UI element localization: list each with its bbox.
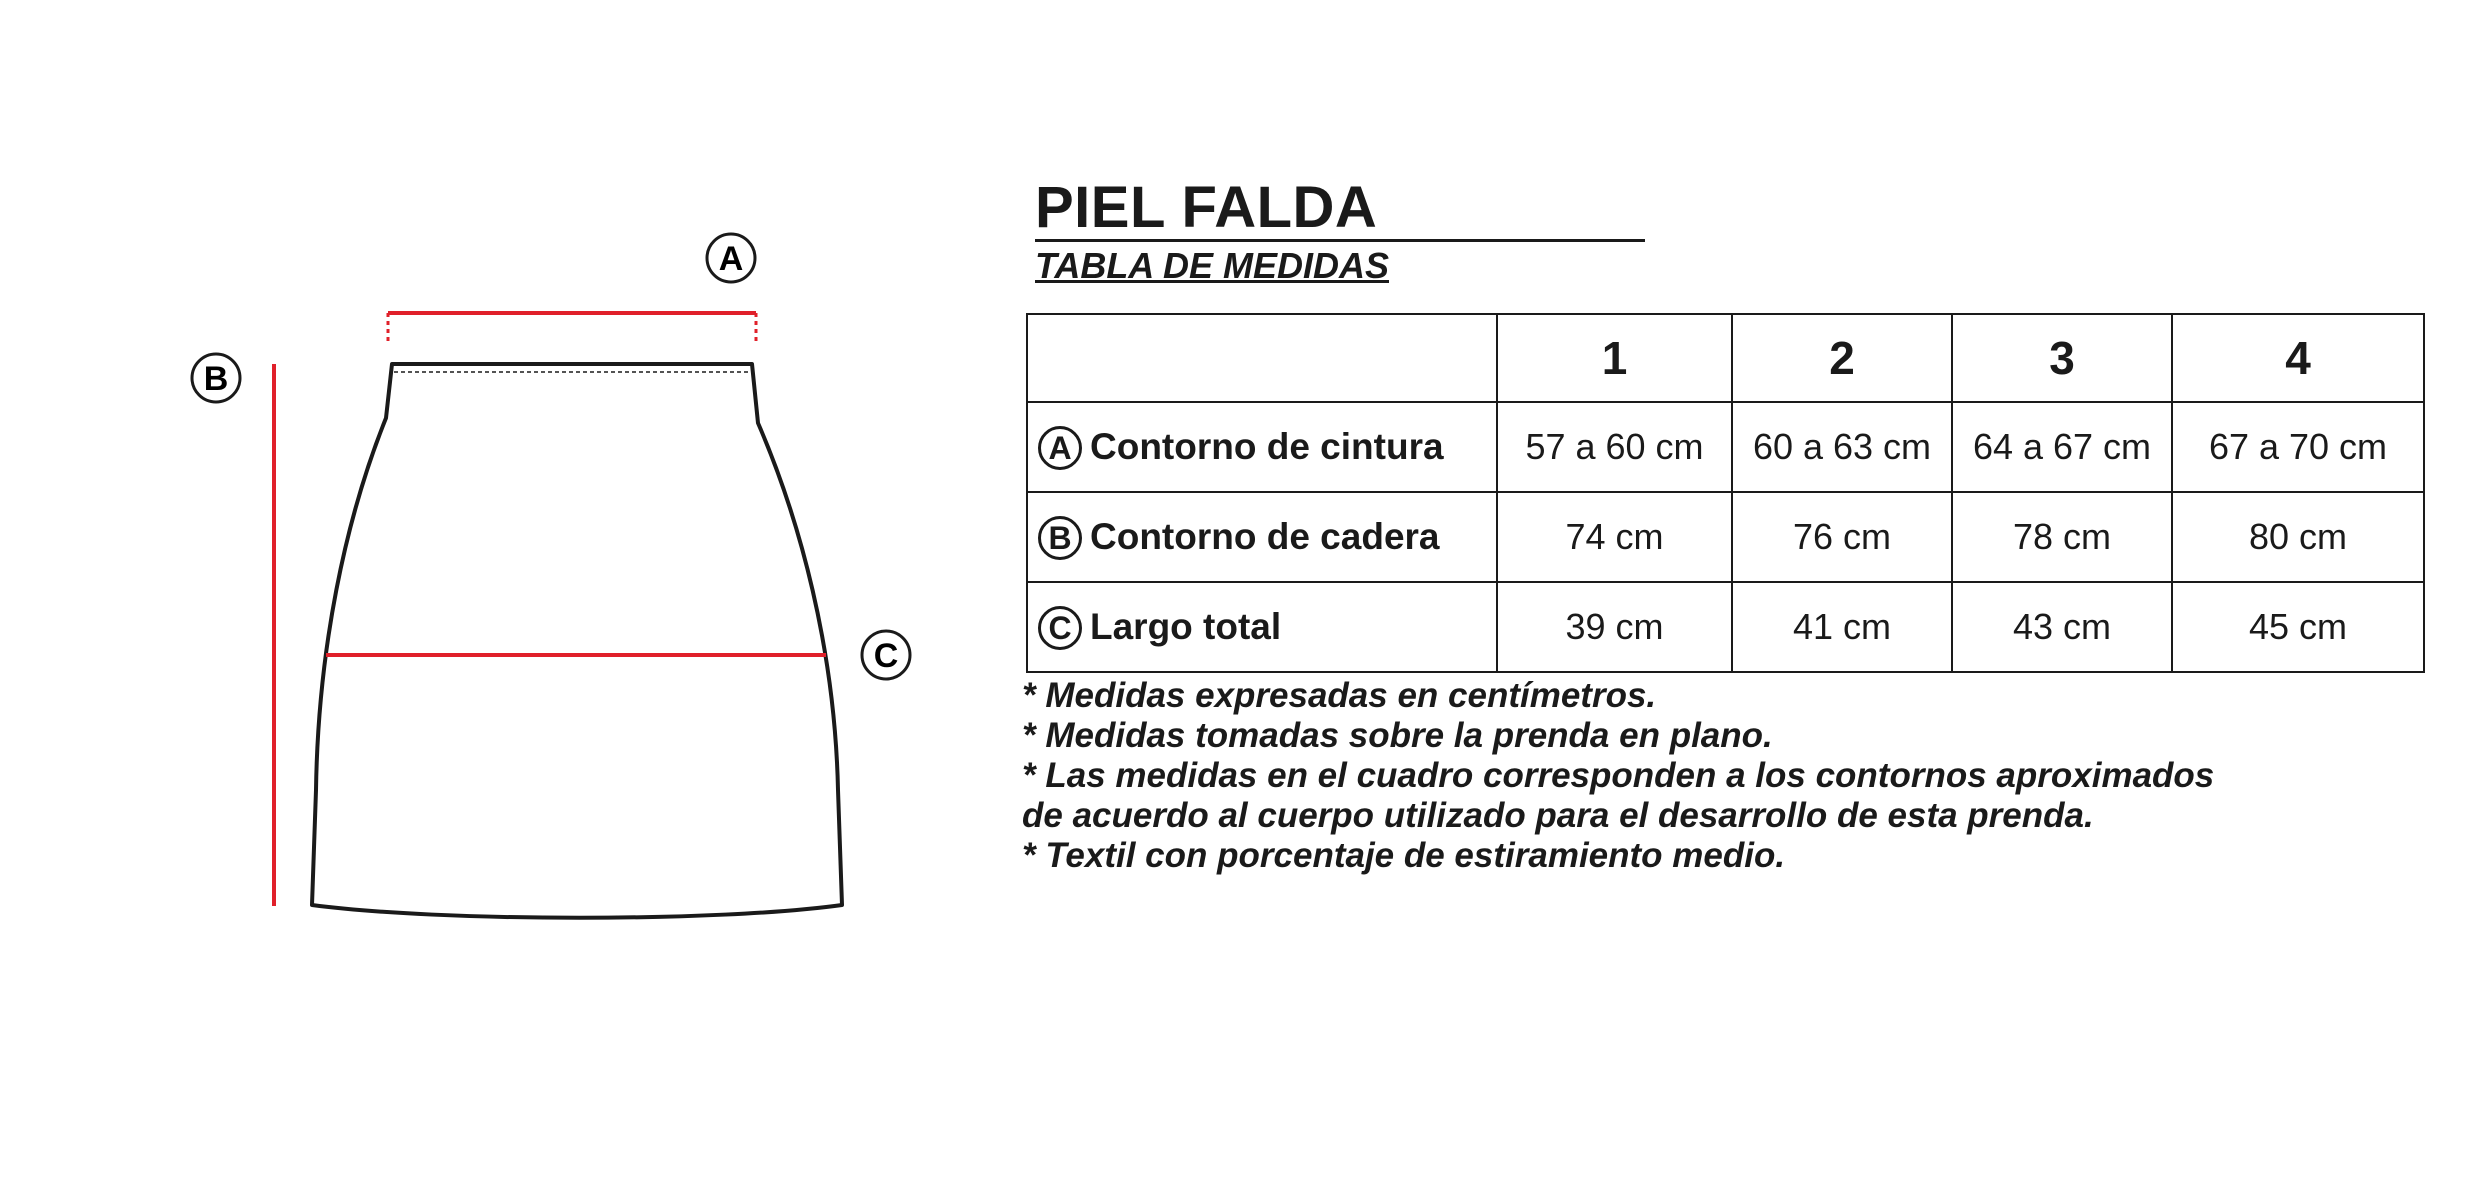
svg-text:C: C — [873, 637, 899, 675]
row-label: Contorno de cintura — [1090, 426, 1444, 468]
table-cell: 39 cm — [1497, 582, 1732, 672]
label-b-marker — [192, 354, 240, 402]
row-label-cell — [1027, 582, 1497, 672]
row-label: Contorno de cadera — [1090, 516, 1440, 558]
label-a-marker — [707, 234, 755, 282]
table-cell: 67 a 70 cm — [2172, 402, 2424, 492]
note-item: * Medidas expresadas en centímetros. — [1022, 676, 1657, 715]
page-subtitle: TABLA DE MEDIDAS — [1035, 245, 1389, 286]
size-header: 3 — [1952, 314, 2172, 402]
row-label-cell — [1027, 402, 1497, 492]
table-cell: 76 cm — [1732, 492, 1952, 582]
table-row — [1027, 582, 2424, 672]
table-cell: 60 a 63 cm — [1732, 402, 1952, 492]
table-row — [1027, 492, 2424, 582]
table-cell: 74 cm — [1497, 492, 1732, 582]
row-marker: B — [1038, 516, 1082, 560]
size-table — [1026, 313, 2425, 673]
note-item: * Medidas tomadas sobre la prenda en plano. — [1022, 716, 1773, 755]
table-cell: 80 cm — [2172, 492, 2424, 582]
svg-text:B: B — [203, 360, 229, 398]
table-cell: 45 cm — [2172, 582, 2424, 672]
row-label-cell — [1027, 492, 1497, 582]
table-cell: 64 a 67 cm — [1952, 402, 2172, 492]
table-cell: 43 cm — [1952, 582, 2172, 672]
size-header: 4 — [2172, 314, 2424, 402]
svg-text:A: A — [718, 240, 744, 278]
label-c-marker — [862, 631, 910, 679]
table-cell: 57 a 60 cm — [1497, 402, 1732, 492]
skirt-outline — [312, 364, 842, 918]
size-header: 1 — [1497, 314, 1732, 402]
table-header-empty — [1027, 314, 1497, 402]
note-item: * Las medidas en el cuadro corresponden a los contornos aproximados de acuerdo al cuerpo utilizado para el desarrollo de esta prenda. — [1022, 756, 2215, 835]
table-cell: 78 cm — [1952, 492, 2172, 582]
row-marker: C — [1038, 606, 1082, 650]
row-label: Largo total — [1090, 606, 1282, 648]
table-row — [1027, 402, 2424, 492]
skirt-diagram — [0, 0, 1000, 1181]
row-marker: A — [1038, 426, 1082, 470]
size-header: 2 — [1732, 314, 1952, 402]
page-title: PIEL FALDA — [1035, 178, 1645, 242]
notes — [1022, 676, 2222, 876]
table-cell: 41 cm — [1732, 582, 1952, 672]
table-header-row — [1027, 314, 2424, 402]
note-item: * Textil con porcentaje de estiramiento medio. — [1022, 836, 1786, 875]
